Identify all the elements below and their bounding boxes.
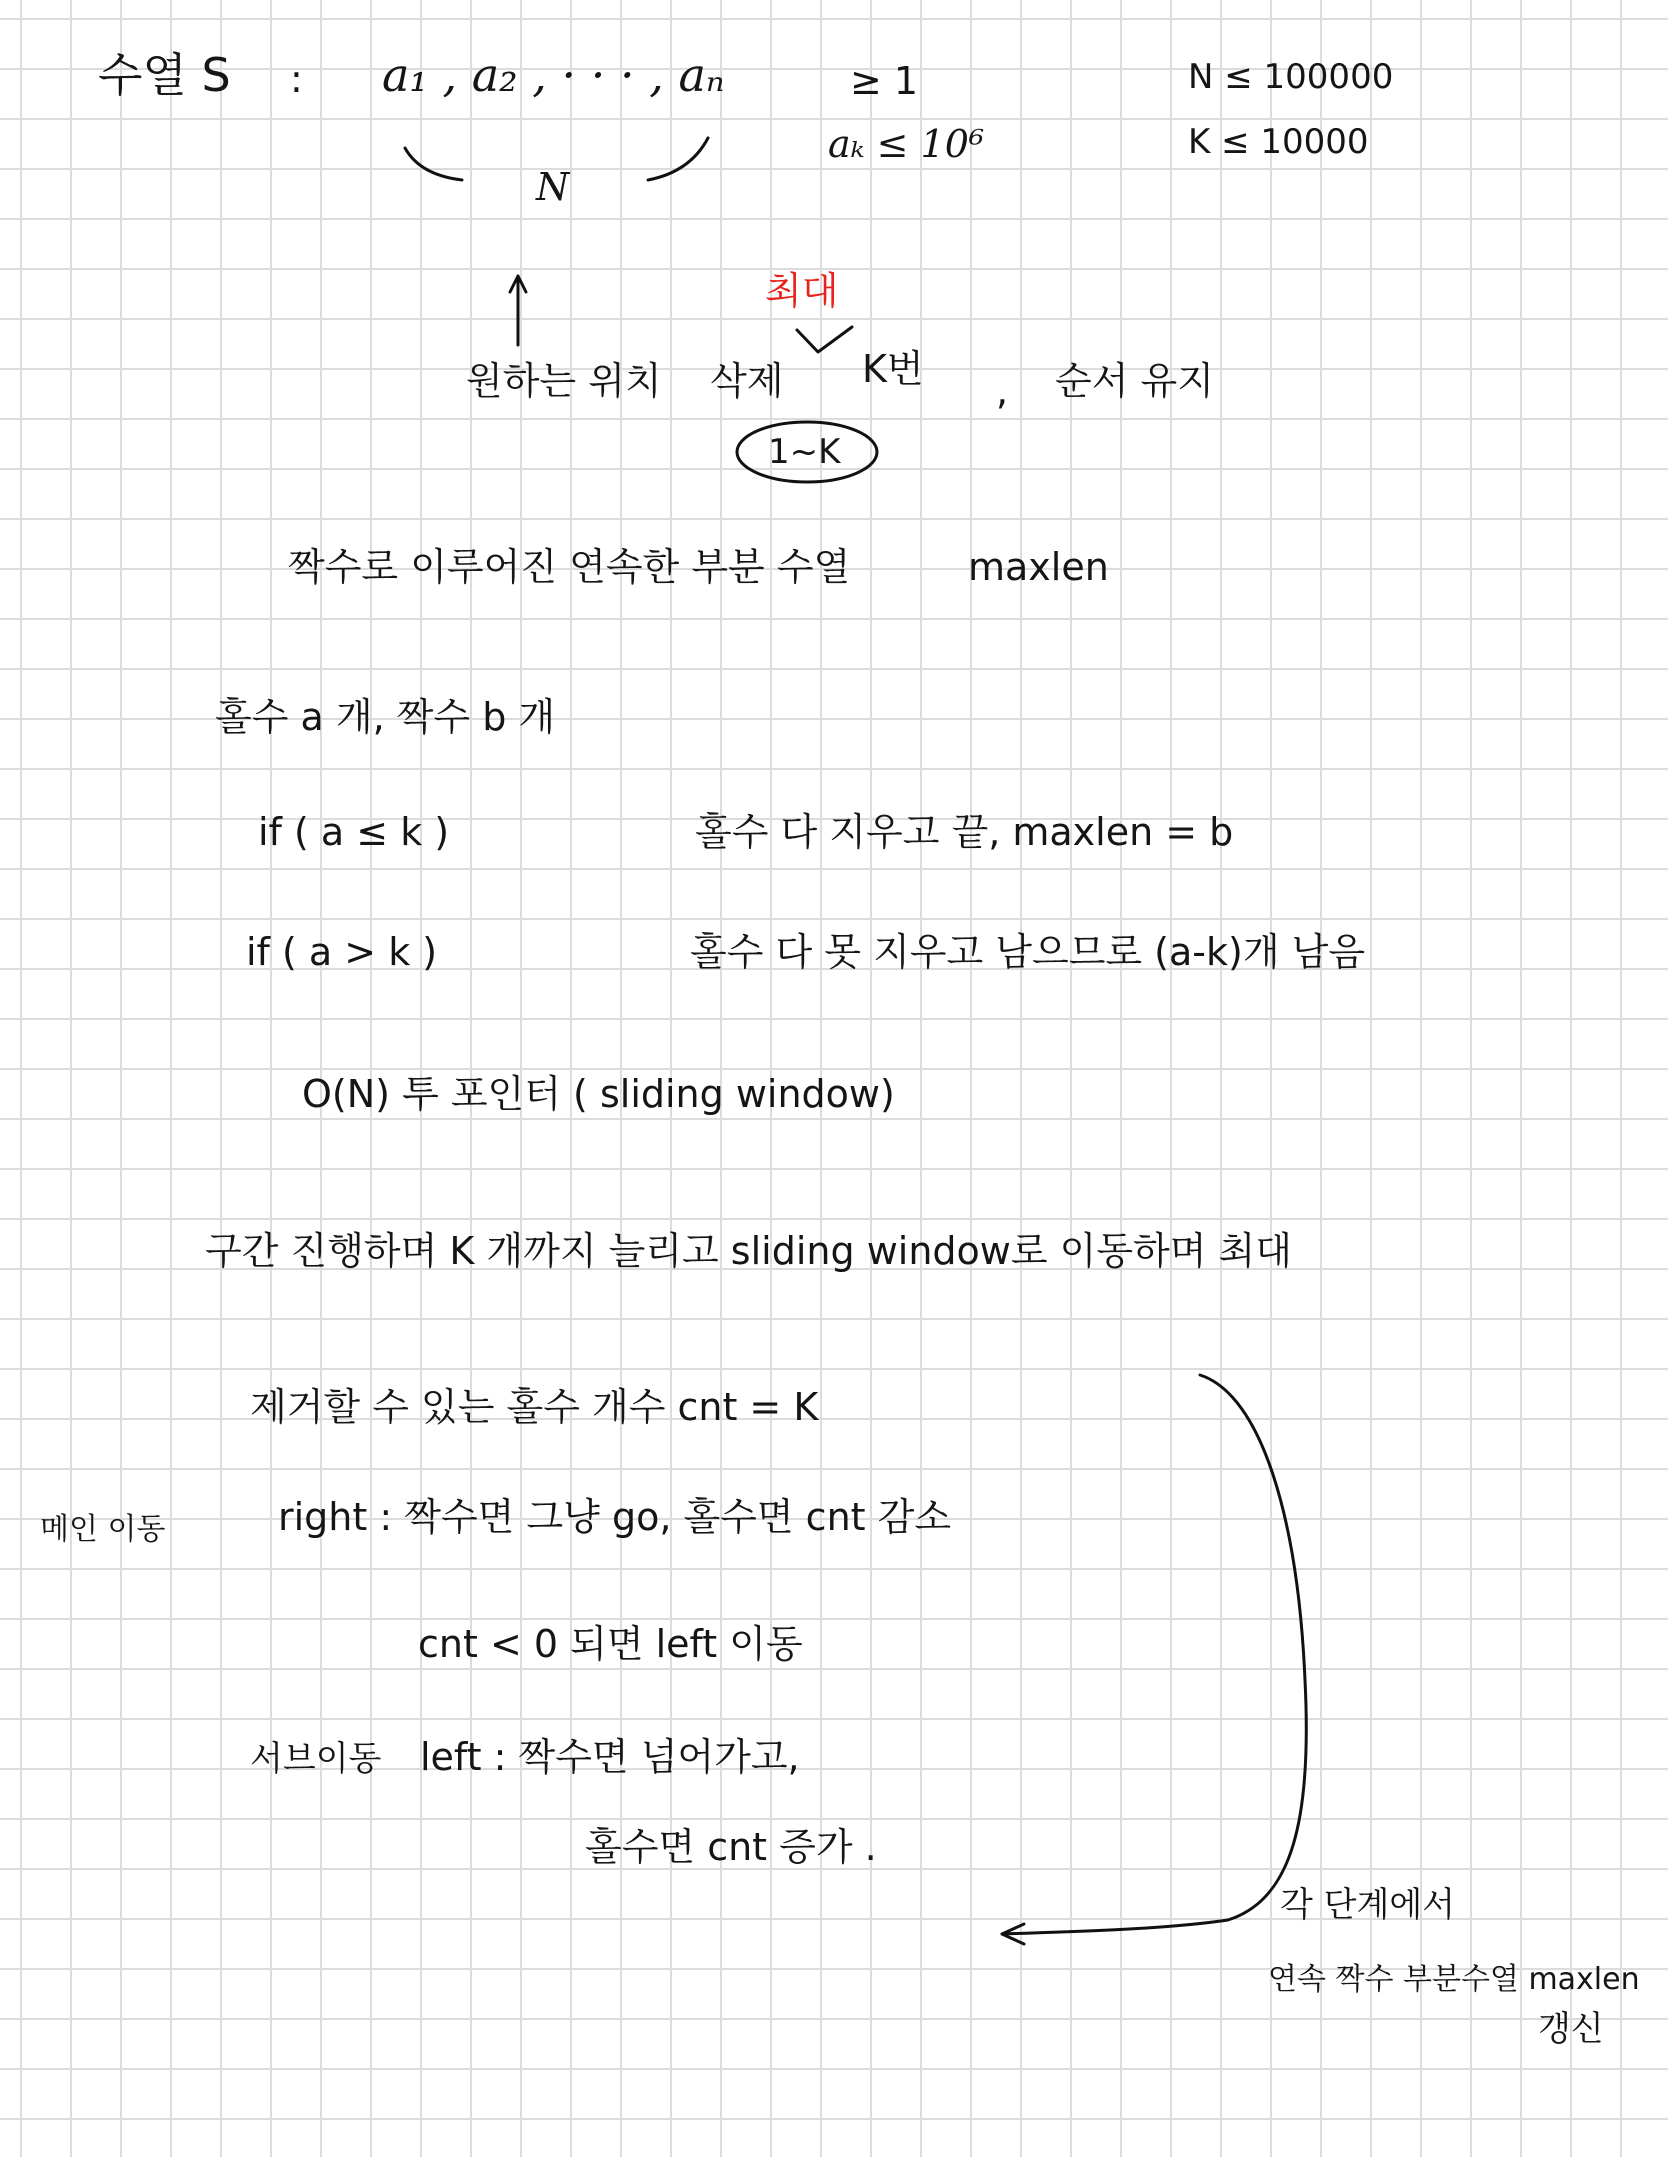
k-times-text: K번 [862, 347, 924, 391]
n-constraint: N ≤ 100000 [1188, 57, 1394, 97]
delete-text: 삭제 [710, 359, 784, 403]
brace-right-stroke [648, 138, 708, 180]
sequence-label: 수열 S [98, 48, 231, 102]
odd-even-counts: 홀수 a 개, 짝수 b 개 [215, 695, 556, 739]
main-move-label: 메인 이동 [40, 1512, 166, 1547]
check-mark [797, 327, 852, 352]
sequence-terms: a₁ , a₂ , · · · , aₙ [382, 48, 725, 102]
position-text: 원하는 위치 [466, 359, 662, 403]
term-upper-bound: aₖ ≤ 10⁶ [828, 122, 985, 166]
term-lower-bound: ≥ 1 [850, 59, 919, 103]
removable-count-text: 제거할 수 있는 홀수 개수 cnt = K [250, 1385, 819, 1429]
case-1-condition: if ( a ≤ k ) [258, 810, 450, 854]
case-1-text: 홀수 다 지우고 끝, maxlen = b [695, 810, 1234, 854]
right-pointer-rule: right : 짝수면 그냥 go, 홀수면 cnt 감소 [278, 1495, 952, 1539]
keep-order-text: 순서 유지 [1055, 359, 1214, 403]
header-colon: : [290, 57, 303, 101]
case-2-condition: if ( a > k ) [246, 930, 438, 974]
complexity-text: O(N) 투 포인터 ( sliding window) [302, 1072, 895, 1116]
k-constraint: K ≤ 10000 [1188, 122, 1369, 162]
goal-maxlen: maxlen [968, 545, 1109, 589]
left-pointer-rule-1: left : 짝수면 넘어가고, [420, 1735, 800, 1779]
sequence-length-label: N [536, 165, 570, 209]
goal-text: 짝수로 이루어진 연속한 부분 수열 [288, 545, 851, 589]
loop-arrow-head [1002, 1924, 1024, 1944]
update-note-1: 연속 짝수 부분수열 maxlen [1268, 1962, 1640, 1997]
cnt-negative-rule: cnt < 0 되면 left 이동 [418, 1622, 803, 1666]
up-arrow-head [510, 276, 526, 292]
update-note-2: 갱신 [1538, 2009, 1604, 2049]
range-text: 1~K [768, 432, 841, 472]
sub-move-label: 서브이동 [250, 1739, 382, 1779]
ops-comma: , [996, 369, 1009, 413]
max-annotation: 최대 [765, 269, 839, 313]
interval-text: 구간 진행하며 K 개까지 늘리고 sliding window로 이동하며 최대 [205, 1229, 1292, 1273]
case-2-text: 홀수 다 못 지우고 남으므로 (a-k)개 남음 [690, 930, 1366, 974]
brace-left-stroke [405, 148, 462, 180]
loop-arrow [1002, 1375, 1306, 1934]
each-step-note: 각 단계에서 [1280, 1885, 1456, 1925]
left-pointer-rule-2: 홀수면 cnt 증가 . [585, 1825, 877, 1869]
